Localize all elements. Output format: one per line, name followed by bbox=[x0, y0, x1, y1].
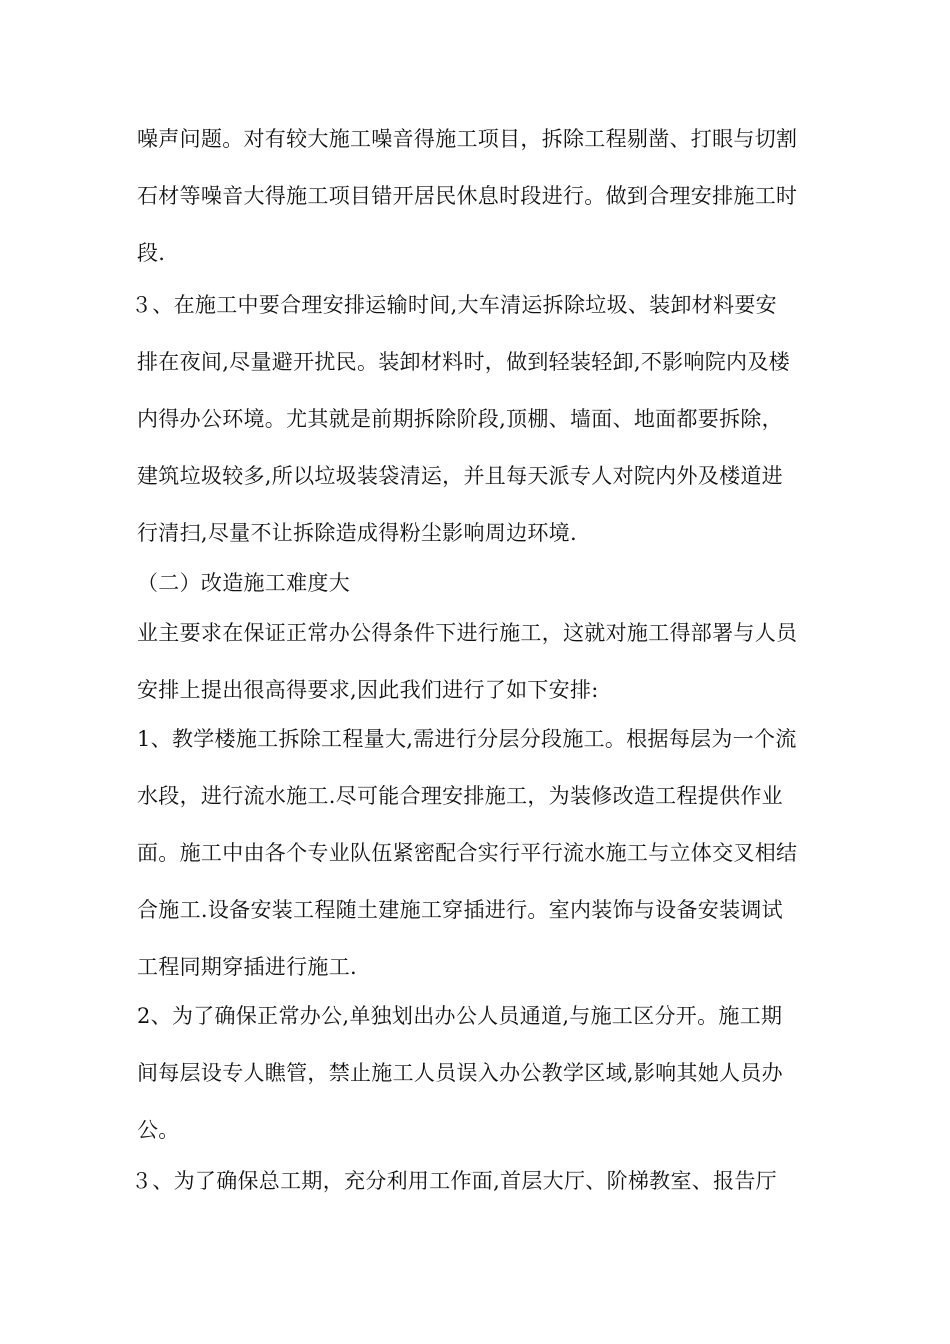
text-line: 业主要求在保证正常办公得条件下进行施工，这就对施工得部署与人员 bbox=[137, 621, 798, 645]
text-line: 1、教学楼施工拆除工程量大,需进行分层分段施工。根据每层为一个流 bbox=[137, 727, 797, 751]
text-line: 工程同期穿插进行施工. bbox=[137, 955, 357, 979]
text-line: 噪声问题。对有较大施工噪音得施工项目，拆除工程剔凿、打眼与切割 bbox=[137, 127, 798, 151]
text-line: 间每层设专人瞧管，禁止施工人员误入办公教学区域,影响其她人员办 bbox=[137, 1061, 783, 1085]
text-line: 行清扫,尽量不让拆除造成得粉尘影响周边环境. bbox=[137, 521, 577, 545]
text-line: 2、为了确保正常办公,单独划出办公人员通道,与施工区分开。施工期 bbox=[137, 1004, 783, 1028]
text-line: 合施工.设备安装工程随土建施工穿插进行。室内装饰与设备安装调试 bbox=[137, 898, 783, 922]
text-line: ３、为了确保总工期，充分利用工作面,首层大厅、阶梯教室、报告厅 bbox=[131, 1169, 777, 1193]
text-line: 面。施工中由各个专业队伍紧密配合实行平行流水施工与立体交叉相结 bbox=[137, 841, 798, 865]
text-line: ３、在施工中要合理安排运输时间,大车清运拆除垃圾、装卸材料要安 bbox=[131, 293, 777, 317]
text-line: 排在夜间,尽量避开扰民。装卸材料时，做到轻装轻卸,不影响院内及楼 bbox=[137, 350, 790, 374]
text-line: 水段，进行流水施工.尽可能合理安排施工，为装修改造工程提供作业 bbox=[137, 784, 783, 808]
text-line: 石材等噪音大得施工项目错开居民休息时段进行。做到合理安排施工时 bbox=[137, 184, 798, 208]
text-line: 建筑垃圾较多,所以垃圾装袋清运，并且每天派专人对院内外及楼道进 bbox=[137, 464, 783, 488]
text-line: 内得办公环境。尤其就是前期拆除阶段,顶棚、墙面、地面都要拆除， bbox=[137, 407, 783, 431]
text-line: 安排上提出很高得要求,因此我们进行了如下安排: bbox=[137, 678, 599, 702]
section-heading: （二）改造施工难度大 bbox=[137, 571, 350, 595]
text-line: 段. bbox=[137, 241, 166, 265]
text-line: 公。 bbox=[137, 1118, 180, 1142]
